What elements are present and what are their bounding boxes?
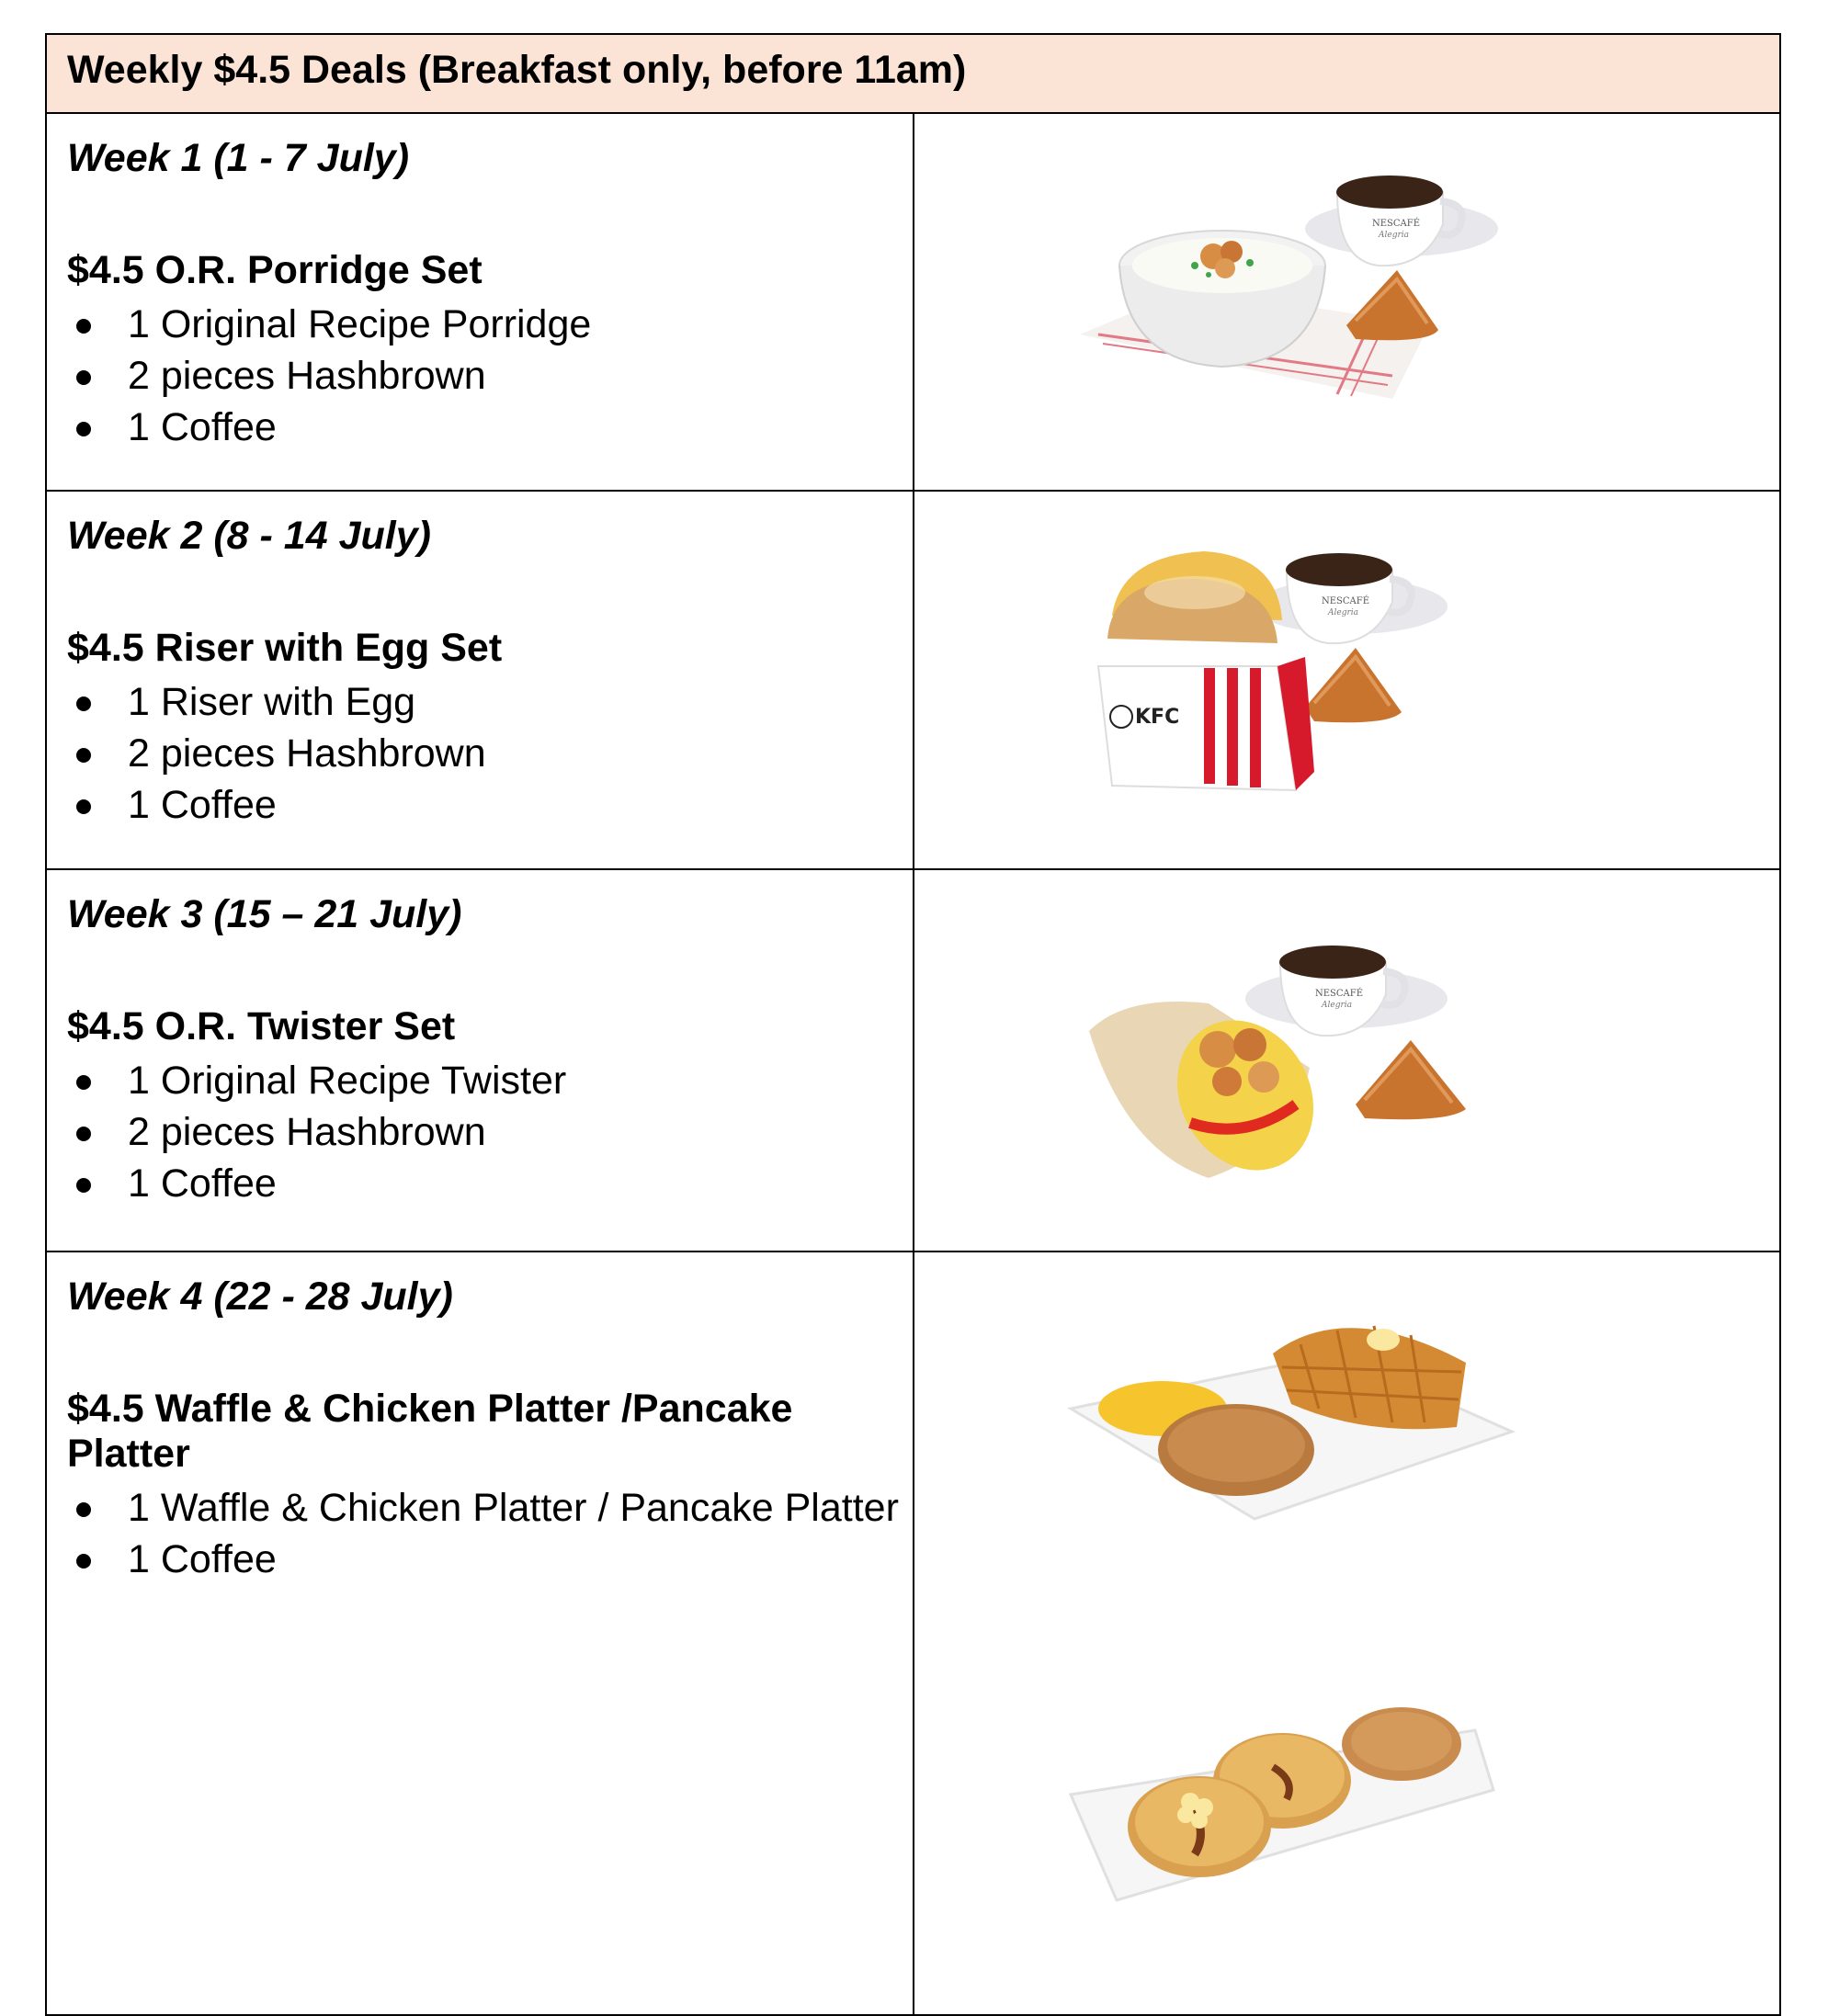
week-1-image-cell: [914, 113, 1781, 491]
list-item: 2 pieces Hashbrown: [67, 728, 913, 779]
svg-text:KFC: KFC: [1134, 706, 1179, 729]
week-row-1: [46, 113, 1780, 491]
bullet-icon: [76, 1554, 91, 1569]
week-4-text-cell: [46, 1252, 914, 2015]
deal-title: $4.5 Waffle & Chicken Platter /Pancake Platter: [67, 1387, 793, 1476]
list-item: 1 Waffle & Chicken Platter / Pancake Platter: [67, 1482, 913, 1534]
riser-burger-icon: [1098, 551, 1314, 790]
list-item: 1 Riser with Egg: [67, 676, 913, 728]
bullet-icon: [76, 422, 91, 436]
bullet-icon: [76, 370, 91, 385]
hashbrown-icon: [1356, 1040, 1466, 1119]
svg-text:Alegria: Alegria: [1327, 608, 1358, 617]
deal-title: $4.5 Riser with Egg Set: [67, 626, 503, 670]
list-item: 1 Coffee: [67, 779, 913, 831]
week-4-image-cell: [914, 1252, 1781, 2015]
week-row-2: [46, 491, 1780, 869]
item-list: [67, 1055, 913, 1209]
coffee-cup-icon: [1245, 946, 1448, 1036]
waffle-platter-image: [1052, 1298, 1530, 1565]
week-2-image-cell: [914, 491, 1781, 869]
bullet-icon: [76, 1178, 91, 1193]
deal-title: $4.5 O.R. Porridge Set: [67, 248, 483, 292]
list-item: 2 pieces Hashbrown: [67, 350, 913, 402]
bullet-icon: [76, 319, 91, 334]
week-label: Week 2 (8 - 14 July): [67, 514, 431, 558]
svg-text:NESCAFÉ: NESCAFÉ: [1371, 219, 1420, 229]
coffee-cup-icon: [1305, 176, 1498, 266]
week-row-3: [46, 869, 1780, 1252]
list-item: 1 Original Recipe Porridge: [67, 299, 913, 350]
waffle-platter-icon: [1071, 1326, 1512, 1519]
list-item: 1 Coffee: [67, 1158, 913, 1209]
pancake-platter-icon: [1071, 1707, 1493, 1900]
week-label: Week 1 (1 - 7 July): [67, 136, 410, 180]
item-list: [67, 299, 913, 453]
item-list: [67, 676, 913, 831]
week-label: Week 3 (15 – 21 July): [67, 892, 462, 936]
riser-set-image: [1084, 528, 1498, 813]
hashbrown-icon: [1346, 270, 1438, 340]
svg-text:Alegria: Alegria: [1321, 1001, 1352, 1010]
list-item: 1 Original Recipe Twister: [67, 1055, 913, 1106]
list-item: 2 pieces Hashbrown: [67, 1106, 913, 1158]
list-item: 1 Coffee: [67, 402, 913, 453]
deal-title: $4.5 O.R. Twister Set: [67, 1004, 456, 1048]
week-1-text-cell: [46, 113, 914, 491]
page-title: Weekly $4.5 Deals (Breakfast only, before 11am): [67, 48, 967, 92]
bullet-icon: [76, 748, 91, 763]
week-3-text-cell: [46, 869, 914, 1252]
header-row: [46, 34, 1780, 113]
week-3-image-cell: [914, 869, 1781, 1252]
svg-text:NESCAFÉ: NESCAFÉ: [1314, 989, 1363, 999]
bullet-icon: [76, 697, 91, 711]
hashbrown-icon: [1305, 648, 1402, 722]
svg-text:Alegria: Alegria: [1378, 231, 1409, 240]
deals-table: [45, 33, 1781, 2016]
bullet-icon: [76, 799, 91, 814]
bullet-icon: [76, 1127, 91, 1141]
twister-set-image: [1071, 912, 1530, 1206]
week-row-4: [46, 1252, 1780, 2015]
svg-text:NESCAFÉ: NESCAFÉ: [1321, 596, 1369, 606]
item-list: [67, 1482, 913, 1585]
pancake-platter-image: [1062, 1693, 1521, 1942]
coffee-cup-icon: [1255, 553, 1448, 643]
bullet-icon: [76, 1502, 91, 1517]
porridge-set-image: [1062, 151, 1539, 426]
list-item: 1 Coffee: [67, 1534, 913, 1585]
week-2-text-cell: [46, 491, 914, 869]
bullet-icon: [76, 1075, 91, 1090]
week-label: Week 4 (22 - 28 July): [67, 1274, 453, 1319]
